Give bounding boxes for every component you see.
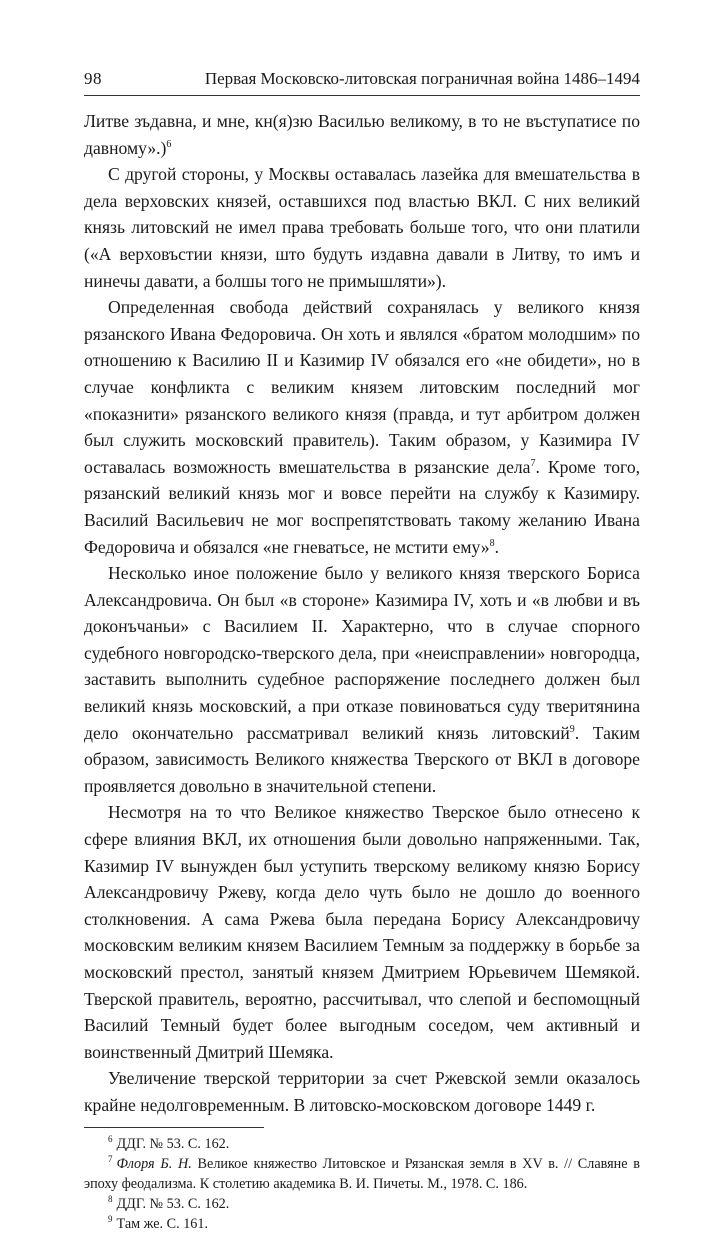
- footnote-mark: 9: [108, 1213, 113, 1224]
- footnote-9: [84, 1214, 640, 1234]
- footnote-text: Великое княжество Литовское и Рязанская земля в XV в. // Славяне в эпоху феодализма. К столетию академика В. И. Пичеты. М., 1978. С. 186.: [84, 1155, 640, 1192]
- main-text: [84, 108, 640, 1119]
- paragraph-text-end: .: [494, 536, 499, 557]
- running-title: Первая Московско-литовская пограничная война 1486–1494: [204, 69, 640, 88]
- paragraph-5: [84, 799, 640, 1065]
- paragraph-1: [84, 108, 640, 161]
- book-page: [84, 68, 640, 1234]
- footnote-ref-6[interactable]: 6: [166, 138, 172, 150]
- paragraph-text: Несколько иное положение было у великого князя тверского Бориса Александровича. Он был «в стороне» Казимира IV, хоть и «в любви и въ доконъчаньи» с Василием II. Характерно, что в случае спорного судебного новгородско-тверского дела, при «неисправлении» новгородца, заставить выполнить судебное распоряжение последнего должен был великий князь московский, а при отказе повиноваться суду тверитянина дело окончательно рассматривал великий князь литовский: [84, 563, 640, 743]
- paragraph-6: [84, 1065, 640, 1118]
- paragraph-text: Несмотря на то что Великое княжество Тверское было отнесено к сфере влияния ВКЛ, их отношения были довольно напряженными. Так, Казимир IV вынужден был уступить тверскому великому князю Борису Александровичу Ржеву, когда дело чуть было не дошло до военного столкновения. А сама Ржева была передана Борису Александровичу московским великим князем Василием Темным за поддержку в борьбе за московский престол, занятый князем Дмитрием Юрьевичем Шемякой. Тверской правитель, вероятно, рассчитывал, что слепой и беспомощный Василий Темный будет более выгодным соседом, чем активный и воинственный Дмитрий Шемяка.: [84, 802, 640, 1062]
- footnote-text: ДДГ. № 53. С. 162.: [116, 1135, 230, 1152]
- paragraph-2: [84, 161, 640, 294]
- footnote-ref-9[interactable]: 9: [569, 723, 575, 735]
- footnote-ref-7[interactable]: 7: [530, 457, 536, 469]
- paragraph-text: С другой стороны, у Москвы оставалась лазейка для вмешательства в дела верховских князей, оставшихся под властью ВКЛ. С них великий князь литовский не имел права требовать больше того, что они платили («А верховъстии князи, што будуть издавна давали в Литву, то имъ и нинечы давати, а болшы того не примышляти»).: [84, 164, 640, 291]
- footnote-author: Флоря Б. Н.: [116, 1155, 192, 1172]
- footnotes: [84, 1134, 640, 1234]
- paragraph-text-cont: . Таким образом, зависимость Великого княжества Тверского от ВКЛ в договоре проявляется довольно в значительной степени.: [84, 722, 640, 796]
- paragraph-4: [84, 560, 640, 799]
- running-header: [84, 68, 640, 96]
- paragraph-text-cont: . Кроме того, рязанский великий князь мог и вовсе перейти на службу к Казимиру. Василий Васильевич не мог воспрепятствовать такому желанию Ивана Федоровича и обязался «не гневатьсе, не мстити ему»: [84, 456, 641, 557]
- footnote-8: [84, 1194, 640, 1214]
- footnote-text: Там же. С. 161.: [116, 1215, 209, 1232]
- footnote-mark: 6: [108, 1133, 113, 1144]
- page-number: 98: [84, 69, 102, 88]
- paragraph-3: [84, 294, 640, 560]
- paragraph-text: Увеличение тверской территории за счет Ржевской земли оказалось крайне недолговременным. В литовско-московском договоре 1449 г.: [84, 1068, 640, 1115]
- footnote-7: [84, 1154, 640, 1194]
- paragraph-text: Литве зъдавна, и мне, кн(я)зю Василью великому, в то не въступатисе по давному».): [84, 111, 640, 158]
- footnote-divider: [84, 1127, 264, 1128]
- footnote-ref-8[interactable]: 8: [489, 537, 495, 549]
- footnote-mark: 8: [108, 1193, 113, 1204]
- footnote-6: [84, 1134, 640, 1154]
- footnote-mark: 7: [108, 1153, 113, 1164]
- paragraph-text: Определенная свобода действий сохранялась у великого князя рязанского Ивана Федоровича. Он хоть и являлся «братом молодшим» по отношению к Василию II и Казимир IV обязался его «не обидети», но в случае конфликта с великим князем литовским последний мог «показнити» рязанского великого князя (правда, и тут арбитром должен был служить московский правитель). Таким образом, у Казимира IV оставалась возможность вмешательства в рязанские дела: [84, 297, 640, 477]
- footnote-text: ДДГ. № 53. С. 162.: [116, 1195, 230, 1212]
